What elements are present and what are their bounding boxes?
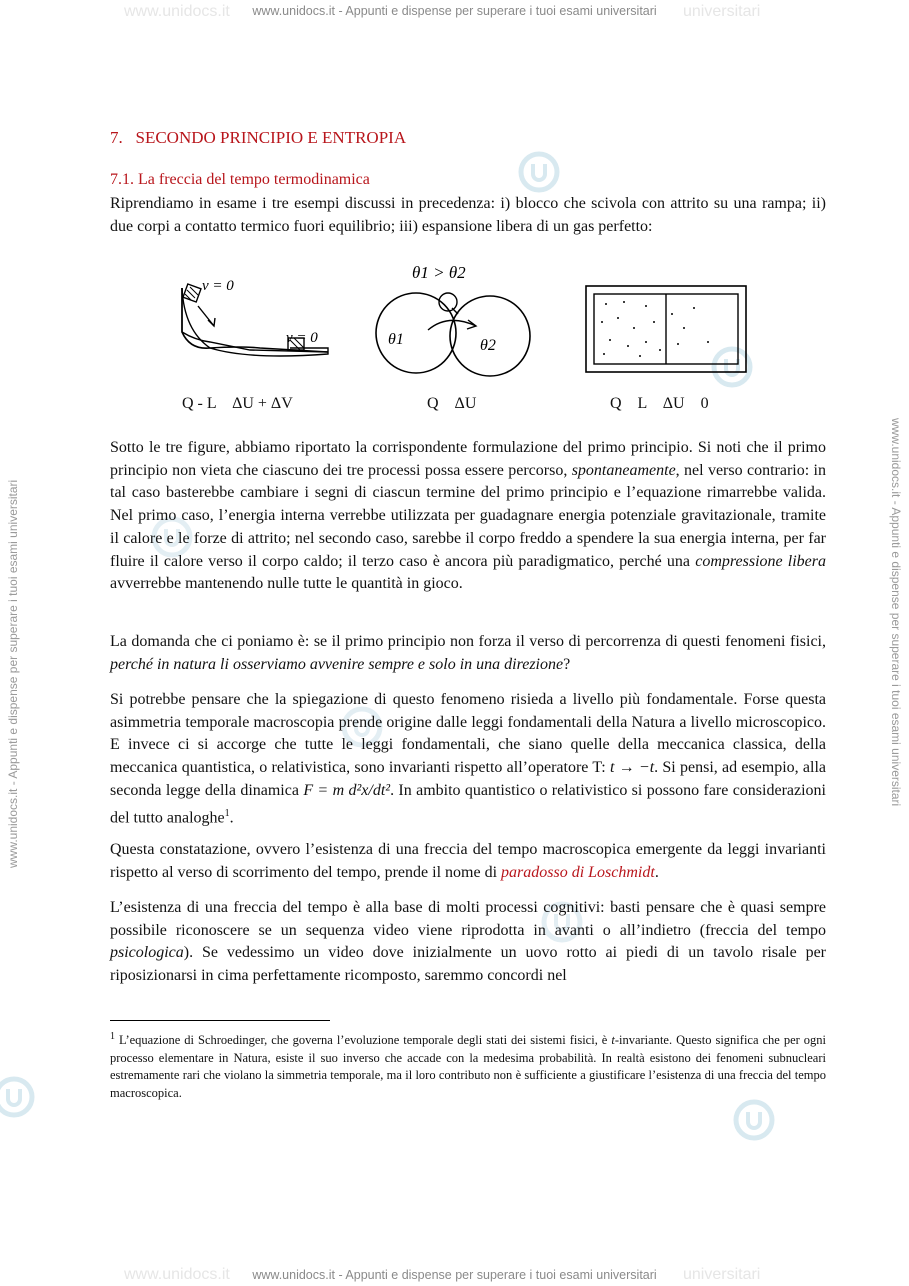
unidocs-logo-icon [732, 1098, 776, 1142]
watermark-side-left: www.unidocs.it - Appunti e dispense per superare i tuoi esami universitari [6, 479, 20, 868]
gas-molecules [601, 301, 709, 357]
unidocs-logo-icon [517, 150, 561, 194]
intro-paragraph: Riprendiamo in esame i tre esempi discussi in precedenza: i) blocco che scivola con attrito su una rampa; ii) due corpi a contatto termico fuori equilibrio; iii) espansione libera di un gas perfetto: [110, 195, 826, 235]
unidocs-logo-icon [0, 1075, 36, 1119]
block-top [183, 284, 201, 302]
fig1-label-top: v = 0 [202, 278, 234, 294]
figure-gas-box [584, 284, 750, 376]
figure-ramp [170, 270, 340, 390]
footnote-rule [110, 1020, 330, 1021]
chapter-title: 7. SECONDO PRINCIPIO E ENTROPIA [110, 128, 407, 147]
paragraph-microscopic-laws: Si potrebbe pensare che la spiegazione di questo fenomeno risieda a livello più fondamentale. Forse questa asimmetria temporale macroscopia prende origine dalle leggi fondamentali della Natura a livello microscopico. E invece ci si accorge che tutte le leggi fondamentali, che siano quelle della meccanica classica, della meccanica quantistica, o relativistica, sono invarianti rispetto all’operatore T: t → −t. Si pensi, ad esempio, alla seconda legge della dinamica F = m d²x/dt². In ambito quantistico o relativistico si possono fare considerazioni del tutto analoghe$^1$. [110, 691, 827, 826]
watermark-ghost-left: www.unidocs.it [124, 3, 230, 20]
fig2-body1-label: θ1 [388, 331, 404, 348]
figure-two-bodies [368, 258, 538, 383]
watermark-top-banner: www.unidocs.it - Appunti e dispense per superare i tuoi esami universitari [252, 4, 657, 18]
body-cold [450, 296, 530, 376]
fig2-condition: θ1 > θ2 [412, 263, 466, 282]
paragraph-time-arrow: L’esistenza di una freccia del tempo è alla base di molti processi cognitivi: basti pensare che è quasi sempre possibile riconoscere se un sequenza video viene riprodotta in avanti o all’indietro (freccia del tempo psicologica). Se vedessimo un video dove inizialmente un uovo rotto ai piedi di un tavolo risale per riposizionarsi in cima perfettamente ricomposto, saremmo concordi nel [110, 899, 826, 985]
fig1-caption: Q - L ΔU + ΔV [182, 395, 293, 412]
watermark-bottom-banner: www.unidocs.it - Appunti e dispense per superare i tuoi esami universitari [252, 1268, 657, 1282]
watermark-ghost-left-bottom: www.unidocs.it [124, 1266, 230, 1283]
footnote-ref: 1 [224, 807, 230, 819]
paragraph-question: La domanda che ci poniamo è: se il primo principio non forza il verso di percorrenza di questi fenomeni fisici, perché in natura li osserviamo avvenire sempre e solo in una direzione? [110, 633, 826, 673]
fig2-caption: Q ΔU [427, 395, 477, 412]
fig3-caption: Q L ΔU 0 [610, 395, 709, 412]
watermark-side-right: www.unidocs.it - Appunti e dispense per superare i tuoi esami universitari [889, 418, 903, 807]
paragraph-loschmidt: Questa constatazione, ovvero l’esistenza di una freccia del tempo macroscopica emergente da leggi invarianti rispetto al verso di scorrimento del tempo, prende il nome di paradosso di Loschmidt. [110, 841, 826, 881]
footnote: $^1$ L’equazione di Schroedinger, che governa l’evoluzione temporale degli stati dei sistemi fisici, è t-invariante. Questo significa che per ogni processo elementare in Natura, esiste il suo inverso che accade con la medesima probabilità. In realtà esistono dei fenomeni subnucleari estremamente rari che violano la simmetria temporale, ma il loro contributo non è sufficiente a giustificare l’esistenza di una freccia del tempo macroscopica. [110, 1031, 827, 1100]
watermark-ghost-right: universitari [683, 3, 761, 20]
section-title: 7.1. La freccia del tempo termodinamica [110, 171, 370, 188]
watermark-ghost-right-bottom: universitari [683, 1266, 761, 1283]
fig1-label-bottom: v = 0 [286, 330, 318, 346]
paragraph-first-principle: Sotto le tre figure, abbiamo riportato la corrispondente formulazione del primo principio. Si noti che il primo principio non vieta che ciascuno dei tre processi possa essere percorso, spontaneamente, nel verso contrario: in tal caso basterebbe cambiare i segni di ciascun termine del primo principio e l’equazione rimarrebbe valida. Nel primo caso, l’energia interna verrebbe utilizzata per guadagnare energia potenziale gravitazionale, tramite il calore e le forze di attrito; nel secondo caso, sarebbe il corpo freddo a spendere la sua energia interna, per far fluire il calore verso il corpo caldo; il terzo caso è ancora più paradigmatico, perché una compressione libera avverrebbe mantenendo nulle tutte le quantità in gioco. [110, 439, 827, 593]
fig2-body2-label: θ2 [480, 337, 496, 354]
